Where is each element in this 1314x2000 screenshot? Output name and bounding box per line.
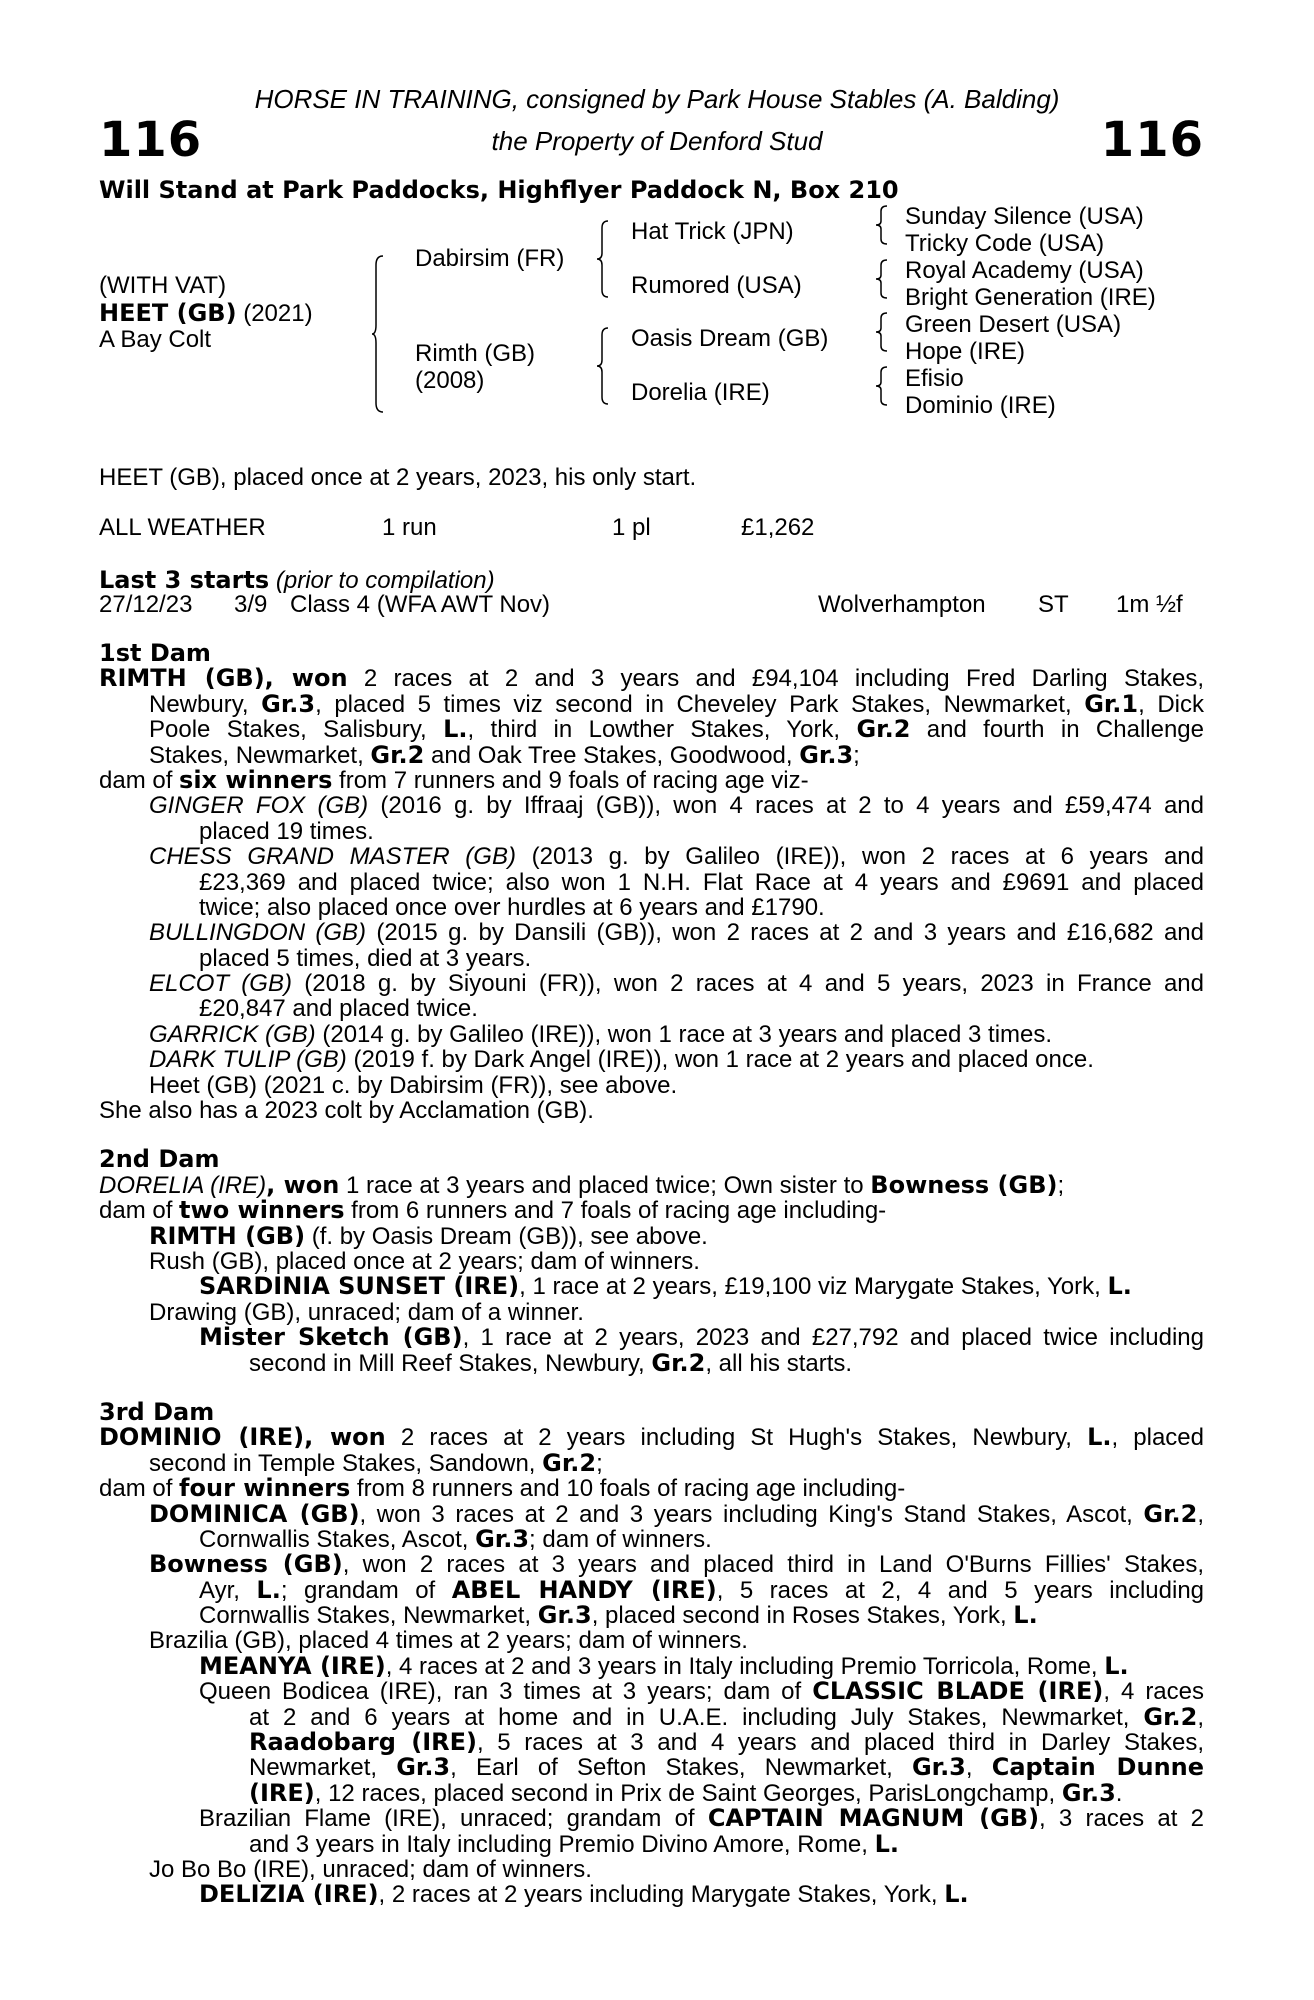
italic-text: DARK TULIP (GB) xyxy=(149,1047,347,1073)
second-dam-line xyxy=(99,1274,1204,1299)
text-run: dam of xyxy=(99,1198,180,1224)
consignor-line: HORSE IN TRAINING, consigned by Park House Stables (A. Balding) xyxy=(254,84,1060,114)
third-dam-line xyxy=(99,1552,1204,1577)
dam: Rimth (GB) xyxy=(415,340,535,367)
bold-text: Gr.2 xyxy=(856,717,911,743)
text-run: second in Temple Stakes, Sandown, xyxy=(149,1450,543,1477)
text-run: (2018 g. by Siyouni (FR)), won 2 races at 4 and 5 years, 2023 in France and xyxy=(291,971,1204,997)
third-dam-line xyxy=(99,1425,1204,1450)
text-run: placed 19 times. xyxy=(199,818,374,845)
start-position: 3/9 xyxy=(234,591,268,618)
text-run: , 1 race at 2 years, £19,100 viz Marygate Stakes, York, xyxy=(519,1274,1108,1300)
sire-sire: Hat Trick (JPN) xyxy=(631,218,794,245)
bold-text: Gr.3 xyxy=(1061,1780,1116,1807)
sire: Dabirsim (FR) xyxy=(415,245,565,272)
bold-text: Gr.3 xyxy=(537,1603,592,1629)
first-dam-line xyxy=(99,996,1204,1021)
bold-text: Gr.2 xyxy=(651,1350,706,1376)
text-run: , 2 races at 2 years including Marygate Stakes, York, xyxy=(378,1882,945,1908)
second-dam-line xyxy=(99,1173,1204,1198)
dam-dam-sire: Efisio xyxy=(905,365,964,392)
text-run: , placed second in Roses Stakes, York, xyxy=(591,1603,1014,1629)
text-run: Queen Bodicea (IRE), ran 3 times at 3 years; dam of xyxy=(199,1679,813,1705)
brace-g1 xyxy=(876,205,888,245)
text-run: (f. by Oasis Dream (GB)), see above. xyxy=(305,1223,708,1249)
sire-dam-sire: Royal Academy (USA) xyxy=(905,257,1144,284)
text-run: Brazilia (GB), placed 4 times at 2 years; dam of winners. xyxy=(149,1628,748,1654)
text-run: and Oak Tree Stakes, Goodwood, xyxy=(424,742,800,768)
text-run: £20,847 and placed twice. xyxy=(199,996,478,1022)
second-dam-heading: 2nd Dam xyxy=(99,1147,220,1173)
bold-text: Gr.3 xyxy=(261,691,316,718)
bold-text: L. xyxy=(443,717,468,743)
dam-dam-dam: Dominio (IRE) xyxy=(905,392,1056,419)
text-run: dam of xyxy=(99,1476,180,1502)
sire-sire-dam: Tricky Code (USA) xyxy=(905,230,1105,257)
text-run: , won 3 races at 2 and 3 years including King's Stand Stakes, Ascot, xyxy=(359,1501,1144,1527)
first-dam-line xyxy=(99,920,1204,945)
text-run: , placed xyxy=(1111,1425,1204,1451)
last-starts-title: Last 3 starts xyxy=(99,566,270,594)
italic-text: GINGER FOX (GB) xyxy=(149,793,369,819)
text-run: Newbury, xyxy=(149,691,262,718)
brace-sire-dam xyxy=(372,255,384,413)
text-run: (2019 f. by Dark Angel (IRE)), won 1 race at 2 years and placed once. xyxy=(346,1047,1094,1073)
catalogue-body xyxy=(99,641,1204,1908)
third-dam-line xyxy=(99,1603,1204,1628)
first-dam-line xyxy=(99,844,1204,869)
first-dam-line xyxy=(99,1073,1204,1098)
third-dam-line xyxy=(99,1832,1204,1857)
brace-sire-parents xyxy=(597,220,609,298)
start-race: Class 4 (WFA AWT Nov) xyxy=(290,591,551,618)
bold-text: Gr.2 xyxy=(1143,1704,1198,1731)
bold-text: (IRE) xyxy=(249,1780,315,1807)
bold-text: Captain Dunne xyxy=(991,1755,1204,1781)
sire-dam-dam: Bright Generation (IRE) xyxy=(905,284,1156,311)
text-run: and fourth in Challenge xyxy=(910,717,1204,743)
text-run: , 5 races at 3 and 4 years and placed third in Darley Stakes, xyxy=(477,1730,1204,1756)
vat-note: (WITH VAT) xyxy=(99,272,227,299)
text-run: Drawing (GB), unraced; dam of a winner. xyxy=(149,1299,584,1326)
third-dam-line xyxy=(99,1451,1204,1476)
text-run: Stakes, Newmarket, xyxy=(149,742,371,768)
sire-sire-sire: Sunday Silence (USA) xyxy=(905,203,1144,230)
bold-text: DELIZIA (IRE) xyxy=(199,1882,379,1908)
text-run: , third in Lowther Stakes, York, xyxy=(467,717,857,743)
text-run: 1 race at 3 years and placed twice; Own sister to xyxy=(339,1172,871,1199)
text-run: , xyxy=(1197,1704,1204,1731)
italic-text: CHESS GRAND MASTER (GB) xyxy=(149,844,516,870)
text-run: ; xyxy=(596,1450,603,1477)
text-run: , won 2 races at 3 years and placed third in Land O'Burns Fillies' Stakes, xyxy=(342,1552,1204,1578)
text-run: Ayr, xyxy=(199,1577,257,1604)
text-run: Rush (GB), placed once at 2 years; dam of winners. xyxy=(149,1248,700,1275)
bold-text: Bowness (GB) xyxy=(870,1172,1058,1199)
start-date: 27/12/23 xyxy=(99,591,193,618)
third-dam-line xyxy=(99,1730,1204,1755)
dam-sire-sire: Green Desert (USA) xyxy=(905,311,1122,338)
bold-text: Raadobarg (IRE) xyxy=(249,1730,477,1756)
text-run: Cornwallis Stakes, Ascot, xyxy=(199,1526,476,1553)
bold-text: L. xyxy=(1087,1425,1112,1451)
record-placed: 1 pl xyxy=(612,514,651,541)
text-run: Newmarket, xyxy=(249,1755,397,1781)
third-dam-line xyxy=(99,1476,1204,1501)
bold-text: DOMINIO (IRE), won xyxy=(99,1425,386,1451)
text-run: twice; also placed once over hurdles at 6 years and £1790. xyxy=(199,894,825,921)
third-dam-line xyxy=(99,1806,1204,1831)
first-dam-line xyxy=(99,946,1204,971)
text-run: , xyxy=(1197,1501,1204,1527)
text-run: second in Mill Reef Stakes, Newbury, xyxy=(249,1350,652,1376)
record-surface: ALL WEATHER xyxy=(99,514,266,541)
first-dam-line xyxy=(99,717,1204,742)
bold-text: four winners xyxy=(179,1476,351,1502)
text-run: ; dam of winners. xyxy=(529,1526,712,1553)
first-dam-heading: 1st Dam xyxy=(99,641,211,667)
text-run: , 12 races, placed second in Prix de Saint Georges, ParisLongchamp, xyxy=(314,1780,1062,1807)
lot-number-left: 116 xyxy=(99,112,203,168)
text-run: £23,369 and placed twice; also won 1 N.H. Flat Race at 4 years and £9691 and placed xyxy=(199,869,1204,895)
bold-text: RIMTH (GB) xyxy=(149,1223,306,1249)
text-run: 2 races at 2 years including St Hugh's Stakes, Newbury, xyxy=(385,1425,1088,1451)
bold-text: Gr.2 xyxy=(1143,1501,1198,1527)
first-dam-line xyxy=(99,819,1204,844)
third-dam-heading: 3rd Dam xyxy=(99,1399,215,1426)
brace-g3 xyxy=(876,312,888,352)
text-run: from 6 runners and 7 foals of racing age including- xyxy=(344,1198,887,1224)
third-dam-line xyxy=(99,1755,1204,1780)
text-run: , Dick xyxy=(1138,691,1204,718)
first-dam-line xyxy=(99,793,1204,818)
record-earnings: £1,262 xyxy=(741,514,815,541)
text-run: dam of xyxy=(99,767,180,794)
text-run: , 4 races at 2 and 3 years in Italy including Premio Torricola, Rome, xyxy=(385,1653,1105,1680)
text-run: at 2 and 6 years at home and in U.A.E. including July Stakes, Newmarket, xyxy=(249,1704,1144,1731)
text-run: , 5 races at 2, 4 and 5 years including xyxy=(716,1577,1204,1604)
second-dam-line xyxy=(99,1300,1204,1325)
third-dam-line xyxy=(99,1857,1204,1882)
bold-text: Mister Sketch (GB) xyxy=(199,1325,463,1351)
text-run: (2015 g. by Dansili (GB)), won 2 races at 2 and 3 years and £16,682 and xyxy=(366,920,1204,946)
third-dam-line xyxy=(99,1578,1204,1603)
text-run: . xyxy=(1115,1780,1123,1807)
text-run: , placed 5 times viz second in Cheveley Park Stakes, Newmarket, xyxy=(315,691,1085,718)
text-run: placed 5 times, died at 3 years. xyxy=(199,945,532,972)
last-starts-subtitle: (prior to compilation) xyxy=(275,567,495,594)
first-dam-line xyxy=(99,743,1204,768)
third-dam-line xyxy=(99,1628,1204,1653)
brace-dam-parents xyxy=(597,327,609,405)
bold-text: two winners xyxy=(179,1198,345,1224)
first-dam-line xyxy=(99,971,1204,996)
horse-year: (2021) xyxy=(243,300,313,327)
first-dam-line xyxy=(99,870,1204,895)
first-dam-line xyxy=(99,1098,1204,1123)
third-dam-line xyxy=(99,1882,1204,1907)
horse-name-line xyxy=(99,299,313,328)
italic-text: ELCOT (GB) xyxy=(149,971,292,997)
text-run: ; grandam of xyxy=(280,1577,452,1604)
horse-name: HEET (GB) xyxy=(99,299,237,327)
bold-text: MEANYA (IRE) xyxy=(199,1653,386,1680)
dam-dam: Dorelia (IRE) xyxy=(631,379,770,406)
text-run: , Earl of Sefton Stakes, Newmarket, xyxy=(450,1755,912,1781)
dam-sire-dam: Hope (IRE) xyxy=(905,338,1026,365)
bold-text: Gr.2 xyxy=(542,1450,597,1477)
bold-text: DOMINICA (GB) xyxy=(149,1501,360,1527)
record-runs: 1 run xyxy=(382,514,437,541)
second-dam-line xyxy=(99,1198,1204,1223)
lot-number-right: 116 xyxy=(1100,112,1204,168)
bold-text: L. xyxy=(256,1577,281,1604)
bold-text: Gr.3 xyxy=(475,1526,530,1553)
brace-g2 xyxy=(876,259,888,299)
bold-text: L. xyxy=(1104,1653,1129,1680)
text-run: Brazilian Flame (IRE), unraced; grandam of xyxy=(199,1806,708,1832)
bold-text: six winners xyxy=(179,767,333,794)
text-run: , 4 races xyxy=(1103,1679,1204,1705)
horse-description: A Bay Colt xyxy=(99,326,212,353)
bold-text: L. xyxy=(944,1882,969,1908)
race-summary: HEET (GB), placed once at 2 years, 2023, his only start. xyxy=(99,464,697,491)
bold-text: L. xyxy=(874,1831,900,1857)
text-run: ; xyxy=(1057,1172,1065,1199)
bold-text: Gr.3 xyxy=(911,1755,966,1781)
text-run: (2013 g. by Galileo (IRE)), won 2 races at 6 years and xyxy=(515,844,1204,870)
third-dam-line xyxy=(99,1781,1204,1806)
first-dam-line xyxy=(99,895,1204,920)
text-run: Cornwallis Stakes, Newmarket, xyxy=(199,1603,538,1629)
third-dam-line xyxy=(99,1679,1204,1704)
text-run: ; xyxy=(853,742,860,768)
bold-text: Gr.3 xyxy=(799,742,854,768)
text-run: Poole Stakes, Salisbury, xyxy=(149,717,444,743)
italic-text: DORELIA (IRE) xyxy=(99,1172,267,1199)
text-run: , 1 race at 2 years, 2023 and £27,792 and placed twice including xyxy=(462,1325,1204,1351)
italic-text: BULLINGDON (GB) xyxy=(149,920,367,946)
bold-text: Gr.1 xyxy=(1084,691,1139,718)
text-run: from 8 runners and 10 foals of racing age including- xyxy=(350,1476,906,1502)
text-run: , all his starts. xyxy=(705,1350,853,1376)
text-run: Jo Bo Bo (IRE), unraced; dam of winners. xyxy=(149,1856,592,1883)
second-dam-line xyxy=(99,1351,1204,1376)
text-run: Heet (GB) (2021 c. by Dabirsim (FR)), see above. xyxy=(149,1072,678,1099)
text-run: (2016 g. by Iffraaj (GB)), won 4 races at 2 to 4 years and £59,474 and xyxy=(368,793,1204,819)
start-going: ST xyxy=(1038,591,1069,618)
bold-text: L. xyxy=(1013,1603,1038,1629)
first-dam-line xyxy=(99,692,1204,717)
second-dam-line xyxy=(99,1325,1204,1350)
text-run: from 7 runners and 9 foals of racing age viz- xyxy=(332,767,809,794)
bold-text: , won xyxy=(266,1172,340,1199)
sire-dam: Rumored (USA) xyxy=(631,272,802,299)
bold-text: SARDINIA SUNSET (IRE) xyxy=(199,1274,520,1300)
first-dam-line xyxy=(99,666,1204,691)
text-run: 2 races at 2 and 3 years and £94,104 including Fred Darling Stakes, xyxy=(347,666,1204,692)
stand-location: Will Stand at Park Paddocks, Highflyer Paddock N, Box 210 xyxy=(99,176,899,204)
second-dam-line xyxy=(99,1224,1204,1249)
property-line: the Property of Denford Stud xyxy=(491,126,823,156)
dam-sire: Oasis Dream (GB) xyxy=(631,325,829,352)
bold-text: Gr.2 xyxy=(370,742,425,768)
start-course: Wolverhampton xyxy=(818,591,986,618)
bold-text: CLASSIC BLADE (IRE) xyxy=(812,1679,1104,1705)
bold-text: Bowness (GB) xyxy=(149,1552,343,1578)
bold-text: RIMTH (GB), won xyxy=(99,666,348,692)
first-dam-line xyxy=(99,768,1204,793)
text-run: , 3 races at 2 xyxy=(1039,1806,1204,1832)
text-run: She also has a 2023 colt by Acclamation (GB). xyxy=(99,1098,594,1124)
bold-text: CAPTAIN MAGNUM (GB) xyxy=(707,1806,1040,1832)
third-dam-line xyxy=(99,1705,1204,1730)
text-run: (2014 g. by Galileo (IRE)), won 1 race at 3 years and placed 3 times. xyxy=(315,1021,1053,1048)
bold-text: Gr.3 xyxy=(396,1755,451,1781)
dam-year: (2008) xyxy=(415,367,485,394)
italic-text: GARRICK (GB) xyxy=(149,1021,316,1048)
first-dam-line xyxy=(99,1022,1204,1047)
text-run: , xyxy=(965,1755,992,1781)
bold-text: ABEL HANDY (IRE) xyxy=(451,1577,717,1604)
third-dam-line xyxy=(99,1654,1204,1679)
first-dam-line xyxy=(99,1047,1204,1072)
third-dam-line xyxy=(99,1527,1204,1552)
text-run: and 3 years in Italy including Premio Divino Amore, Rome, xyxy=(249,1831,875,1857)
brace-g4 xyxy=(876,366,888,406)
third-dam-line xyxy=(99,1502,1204,1527)
second-dam-line xyxy=(99,1249,1204,1274)
start-distance: 1m ½f xyxy=(1116,591,1183,618)
bold-text: L. xyxy=(1107,1274,1132,1300)
